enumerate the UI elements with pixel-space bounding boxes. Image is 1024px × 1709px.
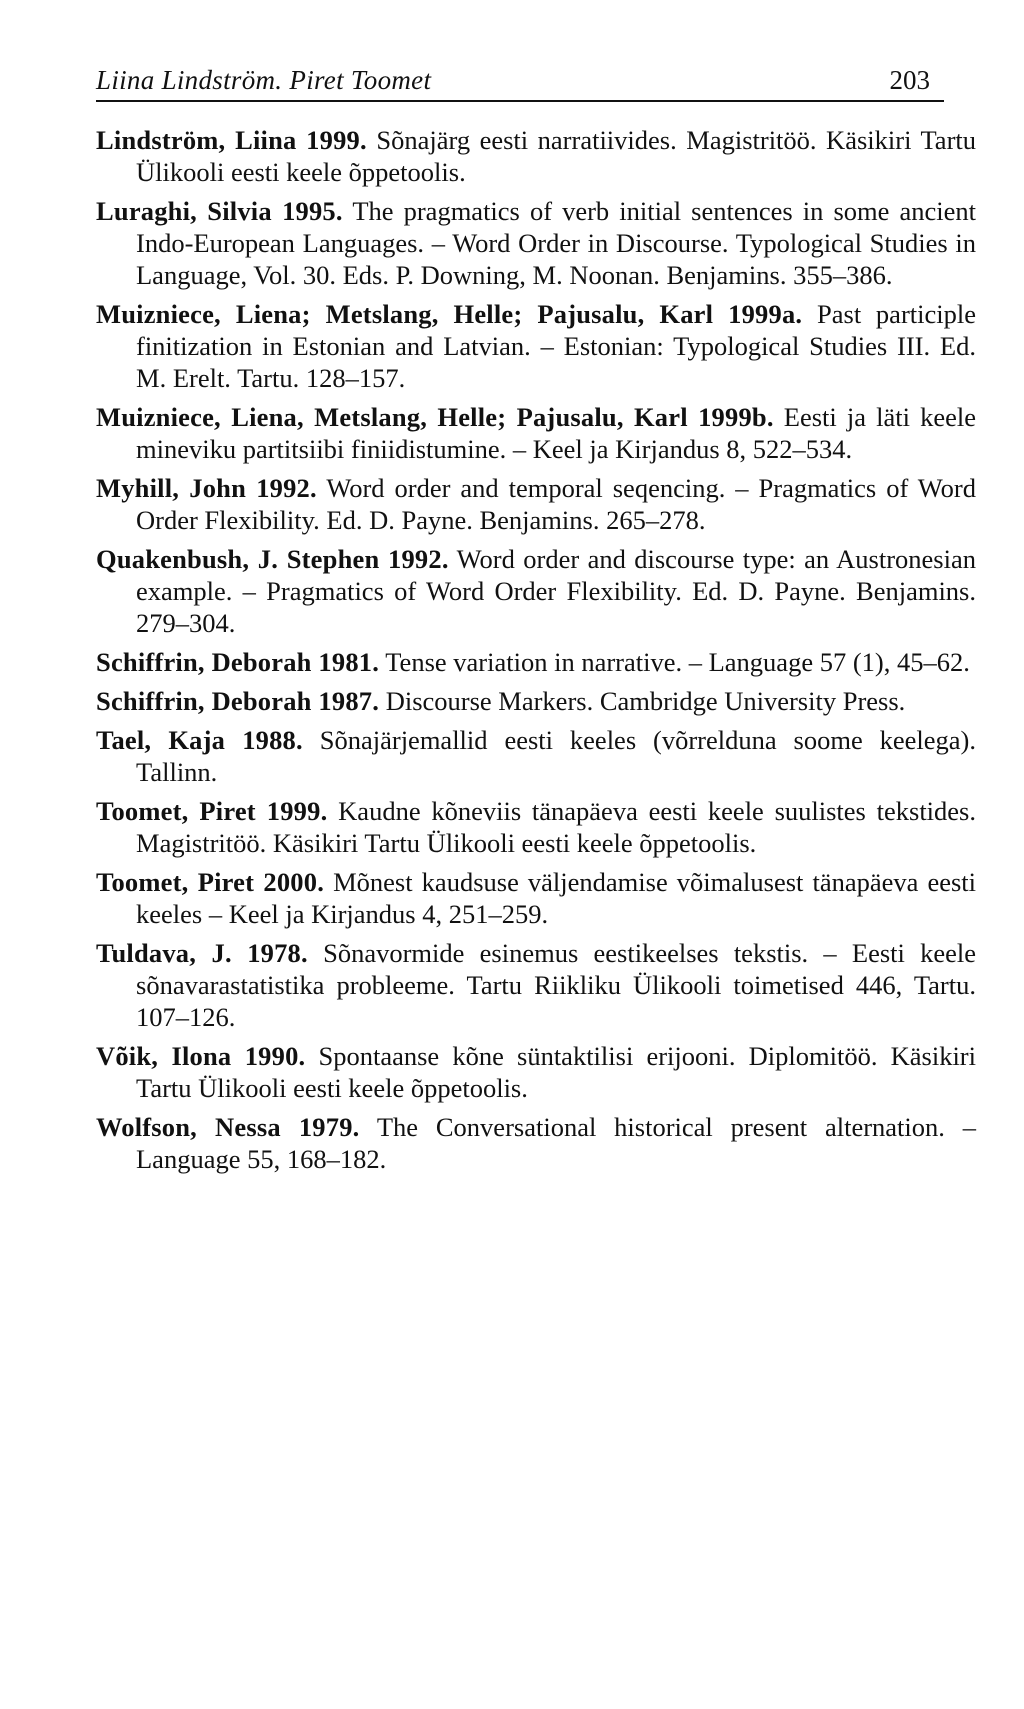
reference-author-year: Toomet, Piret 1999.: [96, 796, 328, 826]
reference-author-year: Schiffrin, Deborah 1987.: [96, 686, 380, 716]
reference-entry: [96, 795, 976, 859]
reference-body: Discourse Markers. Cambridge University Press.: [385, 686, 906, 716]
reference-author-year: Muizniece, Liena; Metslang, Helle; Pajusalu, Karl 1999a.: [96, 299, 803, 329]
reference-author-year: Tuldava, J. 1978.: [96, 938, 308, 968]
reference-author-year: Muizniece, Liena, Metslang, Helle; Pajusalu, Karl 1999b.: [96, 402, 774, 432]
reference-body: Spontaanse kõne süntaktilisi erijooni. Diplomitöö. Käsikiri Tartu Ülikooli eesti keele õppetoolis.: [136, 1041, 976, 1103]
reference-entry: [96, 866, 976, 930]
reference-author-year: Schiffrin, Deborah 1981.: [96, 647, 380, 677]
reference-entry: [96, 298, 976, 394]
reference-entry: [96, 401, 976, 465]
reference-entry: [96, 724, 976, 788]
reference-body: Tense variation in narrative. – Language 57 (1), 45–62.: [385, 647, 970, 677]
reference-body: Past participle finitization in Estonian and Latvian. – Estonian: Typological Studies III. Ed. M. Erelt. Tartu. 128–157.: [136, 299, 976, 393]
reference-entry: [96, 1040, 976, 1104]
reference-author-year: Myhill, John 1992.: [96, 473, 317, 503]
reference-body: Eesti ja läti keele mineviku partitsiibi finiidistumine. – Keel ja Kirjandus 8, 522–534.: [136, 402, 976, 464]
running-head: [96, 56, 944, 102]
reference-author-year: Quakenbush, J. Stephen 1992.: [96, 544, 449, 574]
reference-entry: [96, 646, 976, 678]
reference-entry: [96, 937, 976, 1033]
reference-author-year: Tael, Kaja 1988.: [96, 725, 303, 755]
reference-body: The Conversational historical present alternation. – Language 55, 168–182.: [136, 1112, 976, 1174]
book-page: [96, 56, 977, 1182]
reference-author-year: Wolfson, Nessa 1979.: [96, 1112, 360, 1142]
reference-entry: [96, 1111, 976, 1175]
page-number: 203: [889, 65, 930, 95]
reference-body: Mõnest kaudsuse väljendamise võimalusest tänapäeva eesti keeles – Keel ja Kirjandus 4, 251–259.: [136, 867, 977, 929]
reference-body: Sõnavormide esinemus eestikeelses tekstis. – Eesti keele sõnavarastatistika probleeme. Tartu Riikliku Ülikooli toimetised 446, Tartu. 107–126.: [136, 938, 977, 1032]
reference-body: Kaudne kõneviis tänapäeva eesti keele suulistes tekstides. Magistritöö. Käsikiri Tartu Ülikooli eesti keele õppetoolis.: [136, 796, 976, 858]
reference-entry: [96, 124, 976, 188]
reference-body: The pragmatics of verb initial sentences in some ancient Indo-European Languages. – Word Order in Discourse. Typological Studies in Language, Vol. 30. Eds. P. Downing, M. Noonan. Benjamins. 355–386.: [136, 196, 976, 290]
running-head-authors: Liina Lindström. Piret Toomet: [96, 65, 432, 95]
reference-author-year: Võik, Ilona 1990.: [96, 1041, 306, 1071]
reference-entry: [96, 543, 976, 639]
reference-author-year: Lindström, Liina 1999.: [96, 125, 367, 155]
reference-entry: [96, 685, 976, 717]
reference-author-year: Luraghi, Silvia 1995.: [96, 196, 343, 226]
reference-body: Word order and temporal seqencing. – Pragmatics of Word Order Flexibility. Ed. D. Payne. Benjamins. 265–278.: [136, 473, 976, 535]
reference-body: Sõnajärg eesti narratiivides. Magistritöö. Käsikiri Tartu Ülikooli eesti keele õppetoolis.: [136, 125, 977, 187]
reference-author-year: Toomet, Piret 2000.: [96, 867, 325, 897]
reference-body: Word order and discourse type: an Austronesian example. – Pragmatics of Word Order Flexibility. Ed. D. Payne. Benjamins. 279–304.: [136, 544, 976, 638]
reference-body: Sõnajärjemallid eesti keeles (võrrelduna soome keelega). Tallinn.: [136, 725, 977, 787]
reference-entry: [96, 195, 976, 291]
reference-list: [96, 124, 977, 1175]
reference-entry: [96, 472, 976, 536]
